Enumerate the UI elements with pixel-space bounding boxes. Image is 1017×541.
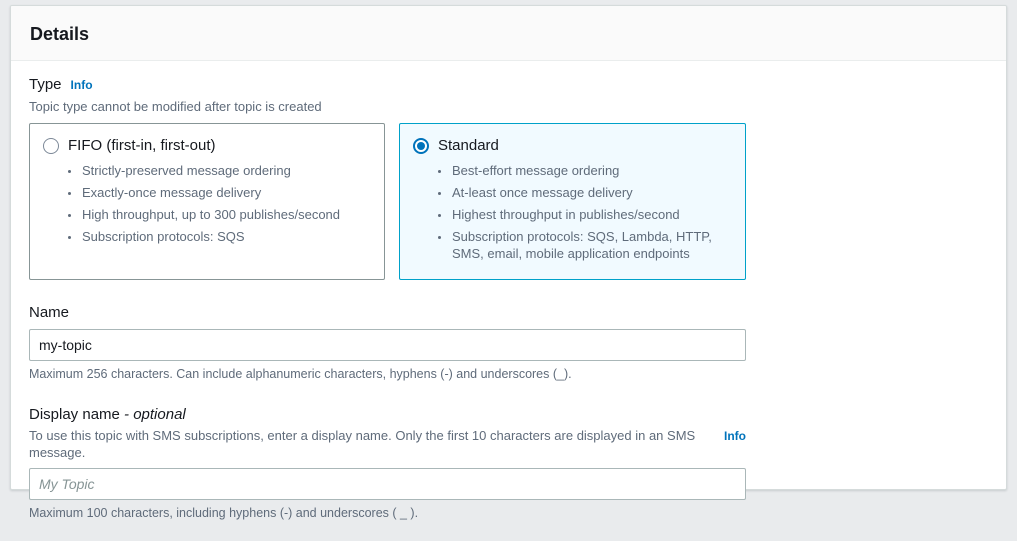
details-panel [10, 5, 1007, 520]
name-input[interactable] [29, 329, 746, 361]
type-field [29, 75, 746, 280]
list-item: • Exactly-once message delivery [81, 184, 371, 201]
list-item: • Subscription protocols: SQS, Lambda, HTTP, SMS, email, mobile application endpoints [451, 228, 732, 262]
display-name-field [29, 405, 746, 521]
standard-radio[interactable] [413, 138, 429, 154]
display-name-label: Display name - optional [29, 406, 186, 423]
option-card-standard[interactable] [399, 123, 746, 280]
list-item: • At-least once message delivery [451, 184, 732, 201]
name-label: Name [29, 304, 70, 321]
type-options [29, 123, 746, 280]
type-info-link[interactable]: Info [70, 78, 93, 92]
list-item: • Subscription protocols: SQS [81, 228, 371, 245]
list-item: • High throughput, up to 300 publishes/second [81, 206, 371, 223]
panel-body [11, 61, 1006, 541]
standard-bullets [413, 162, 732, 262]
fifo-radio[interactable] [43, 138, 59, 154]
standard-title: Standard [438, 137, 499, 154]
panel-header [11, 6, 1006, 61]
fifo-bullets [43, 162, 371, 245]
list-item: • Strictly-preserved message ordering [81, 162, 371, 179]
name-field [29, 303, 746, 382]
display-name-helper: Maximum 100 characters, including hyphens (-) and underscores ( _ ). [29, 506, 419, 520]
optional-suffix: - optional [124, 406, 186, 423]
option-card-fifo[interactable] [29, 123, 385, 280]
type-description: Topic type cannot be modified after topic is created [29, 99, 322, 114]
list-item: • Highest throughput in publishes/second [451, 206, 732, 223]
list-item: • Best-effort message ordering [451, 162, 732, 179]
type-label: Type [29, 76, 62, 93]
fifo-title: FIFO (first-in, first-out) [68, 137, 216, 154]
display-name-info-link[interactable]: Info [724, 429, 746, 443]
display-name-description: To use this topic with SMS subscriptions, enter a display name. Only the first 10 characters are displayed in an SMS message. [29, 428, 696, 460]
display-name-input[interactable] [29, 468, 746, 500]
name-helper: Maximum 256 characters. Can include alphanumeric characters, hyphens (-) and underscores (_). [29, 367, 572, 381]
panel-title: Details [30, 24, 90, 44]
